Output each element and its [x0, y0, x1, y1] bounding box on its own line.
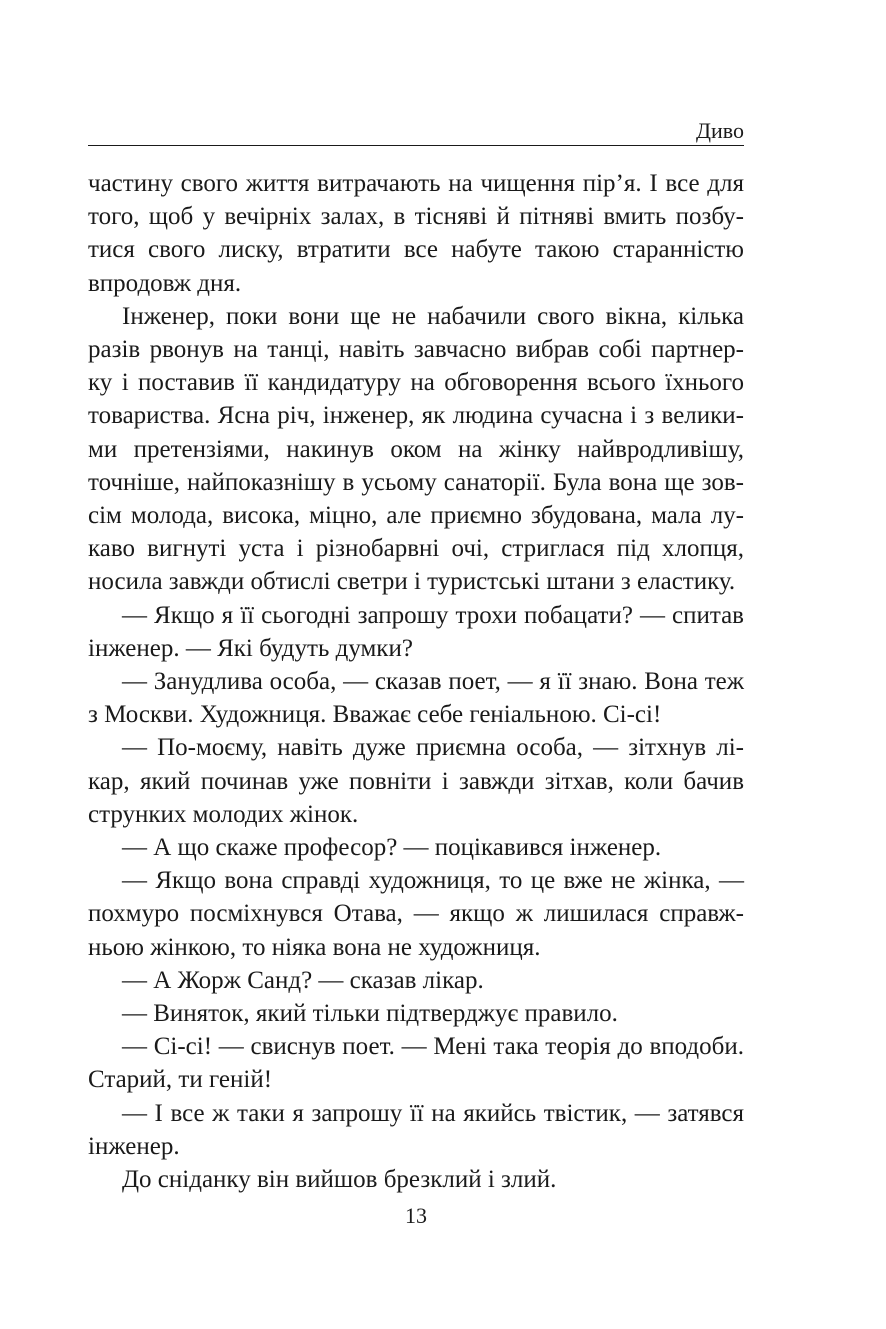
paragraph	[88, 167, 744, 300]
text-line: кар, який починав уже повніти і завжди зітхав, коли бачив	[88, 767, 744, 795]
text-line: ньою жінкою, то ніяка вона не художниця.	[88, 933, 541, 961]
header-rule	[88, 145, 744, 146]
paragraph	[88, 599, 744, 665]
paragraph	[88, 864, 744, 964]
paragraph	[88, 997, 744, 1030]
text-line: інженер. — Які будуть думки?	[88, 634, 413, 662]
text-line: — По-моєму, навіть дуже приємна особа, — зітхнув лі-	[122, 734, 744, 762]
paragraph	[88, 300, 744, 599]
paragraph	[88, 1163, 744, 1196]
text-line: носила завжди обтислі светри і туристські штани з еластику.	[88, 568, 736, 596]
running-head-title: Диво	[695, 118, 744, 143]
text-line: того, щоб у вечірніх залах, в тісняві й пітняві вмить позбу-	[88, 203, 744, 231]
text-line: Інженер, поки вони ще не набачили свого вікна, кілька	[122, 302, 744, 330]
text-line: — Виняток, який тільки підтверджує правило.	[122, 1000, 618, 1028]
text-line: з Москви. Художниця. Вважає себе геніальною. Сі-сі!	[88, 701, 662, 729]
text-line: — А Жорж Санд? — сказав лікар.	[122, 966, 484, 994]
text-line: — А що скаже професор? — поцікавився інженер.	[122, 834, 662, 862]
text-line: точніше, найпоказнішу в усьому санаторії. Була вона ще зов-	[88, 468, 744, 496]
text-line: інженер.	[88, 1132, 180, 1160]
text-line: сім молода, висока, міцно, але приємно збудована, мала лу-	[88, 502, 744, 530]
text-line: впродовж дня.	[88, 269, 242, 297]
text-line: Старий, ти геній!	[88, 1066, 273, 1094]
text-line: частину свого життя витрачають на чищення пір’я. І все для	[88, 170, 744, 197]
text-line: — І все ж таки я запрошу її на якийсь твістик, — затявся	[122, 1099, 744, 1127]
body-text	[88, 167, 744, 1196]
page-number: 13	[405, 1203, 427, 1228]
paragraph	[88, 1097, 744, 1163]
paragraph	[88, 964, 744, 997]
text-line: — Сі-сі! — свиснув поет. — Мені така теорія до вподоби.	[122, 1033, 744, 1061]
paragraph	[88, 731, 744, 831]
text-line: — Занудлива особа, — сказав поет, — я її знаю. Вона теж	[122, 668, 744, 696]
text-line: струнких молодих жінок.	[88, 800, 359, 828]
paragraph	[88, 831, 744, 864]
text-line: разів рвонув на танці, навіть завчасно вибрав собі партнер-	[88, 336, 744, 364]
text-line: товариства. Ясна річ, інженер, як людина сучасна і з велики-	[88, 402, 744, 430]
text-line: — Якщо я її сьогодні запрошу трохи побацати? — спитав	[122, 601, 744, 629]
text-line: похмуро посміхнувся Отава, — якщо ж лишилася справж-	[88, 900, 744, 928]
text-line: каво вигнуті уста і різнобарвні очі, стриглася під хлопця,	[88, 535, 744, 563]
text-line: До сніданку він вийшов брезклий і злий.	[122, 1166, 557, 1194]
text-line: ми претензіями, накинув оком на жінку найвродливішу,	[88, 435, 744, 463]
text-line: тися свого лиску, втратити все набуте такою старанністю	[88, 236, 744, 264]
paragraph	[88, 665, 744, 731]
text-line: — Якщо вона справді художниця, то це вже не жінка, —	[122, 867, 744, 895]
text-line: ку і поставив її кандидатуру на обговорення всього їхнього	[88, 369, 744, 397]
paragraph	[88, 1030, 744, 1096]
